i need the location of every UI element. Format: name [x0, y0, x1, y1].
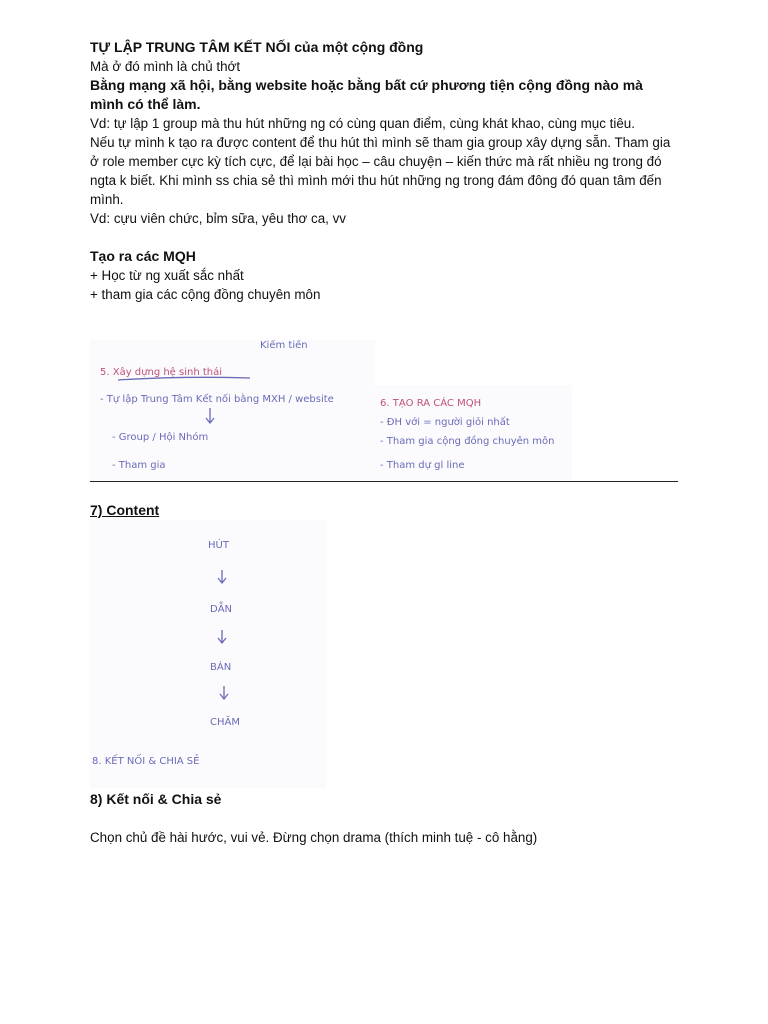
sketch-line: - ĐH với = người giỏi nhất: [380, 417, 510, 428]
paragraph: Chọn chủ đề hài hước, vui vẻ. Đừng chọn drama (thích minh tuệ - cô hằng): [90, 830, 538, 845]
section-title: TỰ LẬP TRUNG TÂM KẾT NỐI của một cộng đồng: [90, 39, 424, 55]
sketch-line: - Tự lập Trung Tâm Kết nối bằng MXH / website: [100, 394, 334, 405]
sketch-step: DẪN: [210, 604, 233, 615]
content-funnel-sketch: [90, 520, 326, 788]
section-title: Tạo ra các MQH: [90, 248, 196, 264]
sketch-step: BÁN: [210, 662, 232, 673]
section-title: 8) Kết nối & Chia sẻ: [90, 791, 222, 807]
list-item: + Học từ ng xuất sắc nhất: [90, 268, 244, 283]
sketch-heading: 5. Xây dựng hệ sinh thái: [100, 367, 223, 378]
paragraph: Mà ở đó mình là chủ thớt: [90, 59, 241, 74]
handwritten-notes-image: [90, 340, 572, 480]
sketch-step: HÚT: [208, 540, 229, 551]
sketch-line: - Tham dự gl line: [380, 460, 465, 471]
paragraph: Vd: tự lập 1 group mà thu hút những ng có cùng quan điểm, cùng khát khao, cùng mục tiêu.: [90, 116, 635, 131]
section-title: 7) Content: [90, 502, 160, 518]
horizontal-divider: [90, 481, 678, 482]
sketch-note: Kiếm tiền: [260, 340, 308, 351]
sketch-step: CHĂM: [210, 717, 240, 728]
sketch-footer: 8. KẾT NỐI & CHIA SẺ: [92, 756, 200, 767]
sketch-line: - Tham gia: [112, 460, 166, 471]
paragraph: Vd: cựu viên chức, bỉm sữa, yêu thơ ca, vv: [90, 211, 346, 226]
paragraph: Nếu tự mình k tạo ra được content để thu hút thì mình sẽ tham gia group xây dựng sẵn. Tham gia ở role member cực kỳ tích cực, để lại bài học – câu chuyện – kiến thức mà rất nhiều ng trong đó ngta k biết. Khi mình ss chia sẻ thì mình mới thu hút những ng trong đám đông đó quan tâm đến mình.: [90, 135, 671, 207]
paragraph-bold: Bằng mạng xã hội, bằng website hoặc bằng bất cứ phương tiện cộng đồng nào mà mình có thể làm.: [90, 77, 643, 112]
sketch-heading: 6. TẠO RA CÁC MQH: [380, 398, 482, 409]
sketch-line: - Group / Hội Nhóm: [112, 432, 209, 443]
list-item: + tham gia các cộng đồng chuyên môn: [90, 287, 321, 302]
sketch-line: - Tham gia cộng đồng chuyên môn: [380, 436, 555, 447]
document-page: [90, 38, 680, 304]
